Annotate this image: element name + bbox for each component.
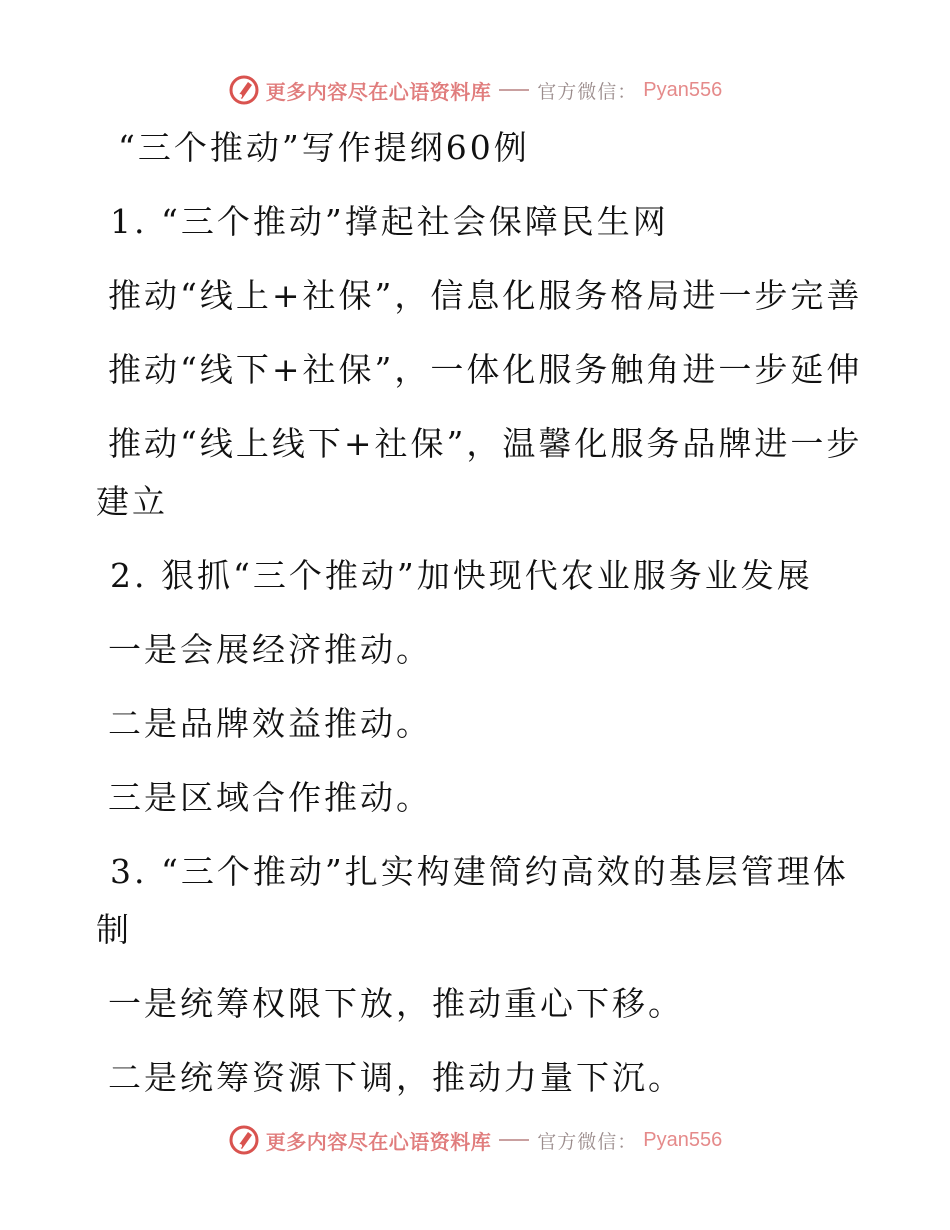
body-line: 二是统筹资源下调，推动力量下沉。 bbox=[108, 1058, 684, 1097]
watermark-footer bbox=[0, 1120, 950, 1160]
body-line: 推动“线上+社保”，信息化服务格局进一步完善 bbox=[108, 276, 863, 315]
watermark-wechat: Pyan556 bbox=[643, 78, 723, 101]
document-title: “三个推动”写作提纲60例 bbox=[118, 128, 530, 167]
pen-logo-icon bbox=[228, 1124, 260, 1156]
section-heading-3: 3. “三个推动”扎实构建简约高效的基层管理体 bbox=[110, 852, 849, 891]
body-line: 二是品牌效益推动。 bbox=[108, 704, 432, 743]
watermark-header bbox=[0, 70, 950, 110]
body-line: 一是统筹权限下放，推动重心下移。 bbox=[108, 984, 684, 1023]
section-heading-1: 1. “三个推动”撑起社会保障民生网 bbox=[110, 202, 669, 241]
body-line: 一是会展经济推动。 bbox=[108, 630, 432, 669]
watermark-text: 更多内容尽在心语资料库 bbox=[265, 79, 492, 104]
body-line: 推动“线下+社保”，一体化服务触角进一步延伸 bbox=[108, 350, 863, 389]
watermark-text: 更多内容尽在心语资料库 bbox=[265, 1129, 492, 1154]
section-heading-2: 2. 狠抓“三个推动”加快现代农业服务业发展 bbox=[110, 556, 813, 595]
body-line: 推动“线上线下+社保”，温馨化服务品牌进一步 bbox=[108, 424, 863, 463]
body-line-continuation: 建立 bbox=[96, 482, 168, 521]
watermark-wechat: Pyan556 bbox=[643, 1128, 723, 1151]
watermark-official: 官方微信： bbox=[537, 1130, 638, 1153]
body-line-continuation: 制 bbox=[96, 910, 132, 949]
watermark-separator bbox=[499, 1139, 529, 1141]
pen-logo-icon bbox=[228, 74, 260, 106]
body-line: 三是区域合作推动。 bbox=[108, 778, 432, 817]
watermark-separator bbox=[499, 89, 529, 91]
watermark-official: 官方微信： bbox=[537, 80, 638, 103]
